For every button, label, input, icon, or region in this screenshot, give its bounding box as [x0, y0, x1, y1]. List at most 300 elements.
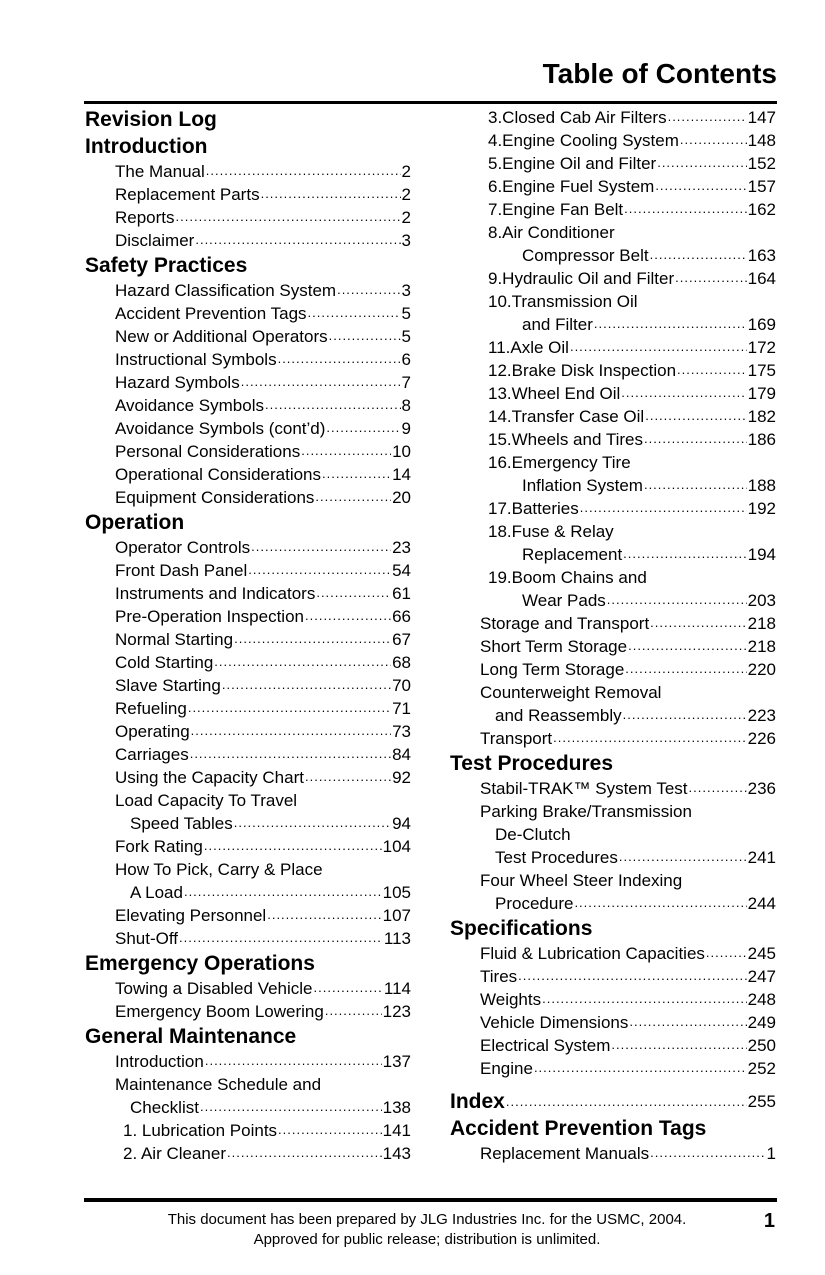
toc-entry-label: Shut-Off: [115, 929, 178, 948]
dot-leader: [625, 660, 746, 677]
toc-entry[interactable]: [85, 160, 411, 183]
dot-leader: [553, 729, 747, 746]
dot-leader: [645, 407, 746, 424]
toc-entry[interactable]: [85, 674, 411, 697]
dot-leader: [337, 281, 400, 298]
dot-leader: [655, 177, 746, 194]
toc-entry-index[interactable]: [450, 1088, 776, 1115]
dot-leader: [644, 476, 747, 493]
toc-entry[interactable]: [450, 267, 776, 290]
toc-entry-page: 162: [747, 200, 776, 219]
dot-leader: [179, 929, 383, 946]
toc-entry[interactable]: [450, 474, 776, 497]
toc-entry[interactable]: [85, 206, 411, 229]
toc-entry[interactable]: [85, 1000, 411, 1023]
toc-entry-label: 2. Air Cleaner: [123, 1144, 226, 1163]
dot-leader: [570, 338, 747, 355]
toc-entry-line: Parking Brake/Transmission: [480, 802, 692, 821]
toc-entry[interactable]: [85, 927, 411, 950]
header-rule: [84, 101, 777, 104]
toc-entry-page: 123: [382, 1002, 411, 1021]
toc-entry-page: 23: [392, 538, 411, 557]
toc-entry-page: 245: [747, 944, 776, 963]
toc-entry[interactable]: [85, 812, 411, 835]
toc-entry-label: Hazard Classification System: [115, 281, 337, 300]
toc-entry-page: 105: [382, 883, 411, 902]
toc-column-left: [85, 106, 411, 1165]
toc-entry-label: Replacement Parts: [115, 185, 260, 204]
dot-leader: [680, 131, 747, 148]
dot-leader: [265, 396, 401, 413]
toc-entry-label: Fork Rating: [115, 837, 203, 856]
toc-entry-page: 8: [401, 396, 411, 415]
toc-entry[interactable]: [450, 543, 776, 566]
toc-entry[interactable]: [450, 336, 776, 359]
toc-entry-page: 179: [747, 384, 776, 403]
toc-entry-page: 107: [382, 906, 411, 925]
toc-entry-page: 3: [401, 281, 411, 300]
toc-entry[interactable]: [85, 651, 411, 674]
toc-entry-page: 241: [747, 848, 776, 867]
toc-entry[interactable]: [85, 582, 411, 605]
toc-entry[interactable]: [85, 302, 411, 325]
toc-entry-label: Using the Capacity Chart: [115, 768, 304, 787]
page-number: 1: [763, 1210, 775, 1232]
toc-entry-page: 192: [747, 499, 776, 518]
toc-entry-page: 2: [401, 162, 411, 181]
dot-leader: [190, 745, 391, 762]
toc-entry-page: 169: [747, 315, 776, 334]
toc-entry-label: Long Term Storage: [480, 660, 625, 679]
dot-leader: [234, 814, 391, 831]
toc-entry[interactable]: [450, 1142, 776, 1165]
toc-entry[interactable]: [85, 417, 411, 440]
toc-entry-label: Procedure: [495, 894, 574, 913]
toc-entry[interactable]: [450, 965, 776, 988]
dot-leader: [623, 706, 747, 723]
toc-entry[interactable]: [450, 704, 776, 727]
toc-entry-line: Counterweight Removal: [480, 683, 662, 702]
toc-entry-page: 70: [392, 676, 411, 695]
toc-entry[interactable]: [85, 559, 411, 582]
toc-entry-page: 147: [747, 108, 776, 127]
toc-entry-page: 10: [392, 442, 411, 461]
toc-entry-label: Instruments and Indicators: [115, 584, 316, 603]
toc-entry-label: 12.Brake Disk Inspection: [488, 361, 677, 380]
toc-entry[interactable]: [450, 198, 776, 221]
dot-leader: [706, 944, 747, 961]
page-title: Table of Contents: [542, 58, 777, 89]
dot-leader: [267, 906, 381, 923]
toc-entry[interactable]: [450, 428, 776, 451]
toc-entry-label: 13.Wheel End Oil: [488, 384, 621, 403]
toc-entry-label: 5.Engine Oil and Filter: [488, 154, 657, 173]
toc-entry-page: 152: [747, 154, 776, 173]
footer-rule: [84, 1198, 777, 1202]
toc-column-right: [450, 106, 776, 1165]
toc-entry-label: Pre-Operation Inspection: [115, 607, 304, 626]
toc-entry[interactable]: [450, 106, 776, 129]
footer-line-2: Approved for public release; distribution is unlimited.: [253, 1231, 601, 1248]
dot-leader: [227, 1144, 382, 1161]
toc-entry[interactable]: [85, 279, 411, 302]
dot-leader: [322, 465, 391, 482]
toc-entry[interactable]: [450, 942, 776, 965]
toc-entry-label: Accident Prevention Tags: [115, 304, 307, 323]
toc-entry-page: 255: [747, 1092, 776, 1111]
dot-leader: [534, 1059, 747, 1076]
dot-leader: [611, 1036, 746, 1053]
toc-entry-line: Maintenance Schedule and: [115, 1075, 322, 1094]
section-heading: Test Procedures: [450, 752, 614, 775]
toc-entry-page: 182: [747, 407, 776, 426]
toc-entry[interactable]: [85, 229, 411, 252]
toc-entry-page: 223: [747, 706, 776, 725]
toc-entry-label: Avoidance Symbols: [115, 396, 264, 415]
toc-entry-page: 247: [747, 967, 776, 986]
toc-entry-page: 244: [747, 894, 776, 913]
toc-entry[interactable]: [450, 777, 776, 800]
toc-entry-label: Fluid & Lubrication Capacities: [480, 944, 705, 963]
dot-leader: [594, 315, 747, 332]
toc-entry-page: 6: [401, 350, 411, 369]
section-heading: General Maintenance: [85, 1025, 297, 1048]
dot-leader: [305, 768, 391, 785]
toc-entry-label: Short Term Storage: [480, 637, 628, 656]
toc-entry[interactable]: [85, 1142, 411, 1165]
toc-entry[interactable]: [85, 1119, 411, 1142]
toc-entry[interactable]: [85, 183, 411, 206]
dot-leader: [644, 430, 747, 447]
toc-entry[interactable]: [450, 152, 776, 175]
dot-leader: [650, 614, 746, 631]
toc-entry[interactable]: [450, 244, 776, 267]
toc-entry-label: Compressor Belt: [522, 246, 649, 265]
dot-leader: [574, 894, 746, 911]
toc-entry-label: Checklist: [130, 1098, 199, 1117]
toc-entry[interactable]: [450, 313, 776, 336]
toc-entry-page: 137: [382, 1052, 411, 1071]
dot-leader: [629, 1013, 746, 1030]
toc-entry-page: 218: [747, 637, 776, 656]
toc-entry-label: Towing a Disabled Vehicle: [115, 979, 313, 998]
toc-entry[interactable]: [85, 835, 411, 858]
toc-entry[interactable]: [85, 743, 411, 766]
dot-leader: [621, 384, 746, 401]
toc-entry-line: How To Pick, Carry & Place: [115, 860, 323, 879]
toc-entry-page: 114: [383, 979, 411, 998]
toc-entry[interactable]: [450, 727, 776, 750]
toc-entry-label: Instructional Symbols: [115, 350, 277, 369]
toc-entry-label: Operational Considerations: [115, 465, 322, 484]
toc-entry-label: Avoidance Symbols (cont’d): [115, 419, 326, 438]
dot-leader: [314, 979, 383, 996]
toc-entry-label: A Load: [130, 883, 183, 902]
toc-entry-label: 14.Transfer Case Oil: [488, 407, 645, 426]
dot-leader: [206, 162, 401, 179]
toc-entry-page: 175: [747, 361, 776, 380]
dot-leader: [305, 607, 391, 624]
toc-entry-page: 2: [401, 208, 411, 227]
toc-entry-label: Emergency Boom Lowering: [115, 1002, 324, 1021]
toc-entry-label: Operating: [115, 722, 190, 741]
toc-entry-label: Disclaimer: [115, 231, 195, 250]
toc-entry-page: 2: [401, 185, 411, 204]
toc-entry-page: 218: [747, 614, 776, 633]
toc-entry-label: Inflation System: [522, 476, 643, 495]
toc-entry[interactable]: [450, 497, 776, 520]
footer-line-1: This document has been prepared by JLG Industries Inc. for the USMC, 2004.: [167, 1211, 687, 1228]
toc-entry-label: Replacement: [522, 545, 623, 564]
toc-entry-label: The Manual: [115, 162, 205, 181]
toc-entry-page: 138: [382, 1098, 411, 1117]
toc-entry-label: Operator Controls: [115, 538, 251, 557]
toc-entry-page: 249: [747, 1013, 776, 1032]
dot-leader: [542, 990, 747, 1007]
dot-leader: [200, 1098, 382, 1115]
toc-entry-page: 61: [392, 584, 411, 603]
toc-entry-page: 104: [382, 837, 411, 856]
toc-entry-label: 6.Engine Fuel System: [488, 177, 655, 196]
dot-leader: [657, 154, 746, 171]
toc-entry[interactable]: [450, 846, 776, 869]
toc-entry[interactable]: [85, 605, 411, 628]
toc-entry-page: 141: [382, 1121, 411, 1140]
section-heading: Safety Practices: [85, 254, 248, 277]
dot-leader: [650, 1144, 765, 1161]
dot-leader: [278, 350, 401, 367]
toc-entry-label: 7.Engine Fan Belt: [488, 200, 624, 219]
toc-entry[interactable]: [450, 612, 776, 635]
toc-entry-page: 164: [747, 269, 776, 288]
toc-entry[interactable]: [450, 635, 776, 658]
toc-entry-label: and Reassembly: [495, 706, 622, 725]
toc-entry[interactable]: [450, 359, 776, 382]
toc-entry[interactable]: [85, 325, 411, 348]
dot-leader: [308, 304, 401, 321]
toc-entry-page: 148: [747, 131, 776, 150]
toc-entry[interactable]: [85, 881, 411, 904]
toc-entry-line: 10.Transmission Oil: [488, 292, 638, 311]
toc-entry[interactable]: [85, 1050, 411, 1073]
toc-entry[interactable]: [85, 720, 411, 743]
toc-entry-label: 15.Wheels and Tires: [488, 430, 643, 449]
dot-leader: [222, 676, 391, 693]
section-heading: Emergency Operations: [85, 952, 315, 975]
toc-entry-label: Transport: [480, 729, 553, 748]
dot-leader: [650, 246, 747, 263]
dot-leader: [628, 637, 747, 654]
dot-leader: [607, 591, 747, 608]
toc-entry[interactable]: [450, 658, 776, 681]
toc-entry-label: 3.Closed Cab Air Filters: [488, 108, 667, 127]
toc-entry-page: 226: [747, 729, 776, 748]
toc-entry-label: Carriages: [115, 745, 189, 764]
dot-leader: [315, 488, 391, 505]
toc-entry-label: Normal Starting: [115, 630, 234, 649]
dot-leader: [619, 848, 747, 865]
toc-entry-page: 66: [392, 607, 411, 626]
toc-entry-label: Test Procedures: [495, 848, 618, 867]
dot-leader: [624, 200, 746, 217]
toc-entry[interactable]: [450, 129, 776, 152]
dot-leader: [325, 1002, 382, 1019]
toc-entry-label: Index: [450, 1090, 505, 1113]
toc-entry-label: Slave Starting: [115, 676, 221, 695]
toc-entry-page: 54: [392, 561, 411, 580]
toc-entry-label: Stabil-TRAK™ System Test: [480, 779, 688, 798]
dot-leader: [195, 231, 400, 248]
dot-leader: [301, 442, 391, 459]
dot-leader: [176, 208, 401, 225]
toc-entry-page: 186: [747, 430, 776, 449]
toc-entry-page: 92: [392, 768, 411, 787]
dot-leader: [278, 1121, 382, 1138]
dot-leader: [214, 653, 391, 670]
toc-entry-page: 5: [401, 304, 411, 323]
dot-leader: [248, 561, 391, 578]
toc-entry[interactable]: [85, 766, 411, 789]
dot-leader: [316, 584, 391, 601]
dot-leader: [204, 837, 382, 854]
toc-entry[interactable]: [85, 371, 411, 394]
dot-leader: [261, 185, 401, 202]
toc-entry-page: 94: [392, 814, 411, 833]
toc-entry[interactable]: [450, 1057, 776, 1080]
toc-entry-line: 8.Air Conditioner: [488, 223, 615, 242]
toc-entry[interactable]: [450, 1034, 776, 1057]
toc-entry[interactable]: [85, 440, 411, 463]
toc-entry-line: De-Clutch: [495, 825, 571, 844]
toc-entry-page: 73: [392, 722, 411, 741]
toc-entry-page: 172: [747, 338, 776, 357]
toc-entry-label: Refueling: [115, 699, 187, 718]
toc-entry[interactable]: [450, 175, 776, 198]
toc-entry-page: 220: [747, 660, 776, 679]
toc-entry-page: 252: [747, 1059, 776, 1078]
dot-leader: [580, 499, 747, 516]
toc-entry[interactable]: [450, 382, 776, 405]
dot-leader: [668, 108, 747, 125]
toc-entry-label: Engine: [480, 1059, 533, 1078]
section-heading: Introduction: [85, 135, 208, 158]
toc-entry[interactable]: [85, 486, 411, 509]
toc-entry-line: 18.Fuse & Relay: [488, 522, 614, 541]
toc-entry-label: Reports: [115, 208, 175, 227]
toc-entry-label: Electrical System: [480, 1036, 611, 1055]
toc-entry-page: 71: [392, 699, 411, 718]
footer-notice: [84, 1210, 770, 1250]
spacer: [450, 1080, 776, 1088]
toc-entry-label: 1. Lubrication Points: [123, 1121, 278, 1140]
toc-entry-page: 113: [383, 929, 411, 948]
toc-entry-label: Personal Considerations: [115, 442, 301, 461]
dot-leader: [623, 545, 746, 562]
toc-entry-label: Front Dash Panel: [115, 561, 248, 580]
toc-entry[interactable]: [450, 892, 776, 915]
toc-entry[interactable]: [85, 628, 411, 651]
toc-entry-label: New or Additional Operators: [115, 327, 328, 346]
toc-entry[interactable]: [85, 904, 411, 927]
toc-entry-page: 67: [392, 630, 411, 649]
section-heading: Accident Prevention Tags: [450, 1117, 707, 1140]
dot-leader: [251, 538, 391, 555]
toc-entry-page: 248: [747, 990, 776, 1009]
toc-entry-label: Elevating Personnel: [115, 906, 267, 925]
toc-entry-label: Introduction: [115, 1052, 204, 1071]
toc-entry[interactable]: [85, 1096, 411, 1119]
toc-entry[interactable]: [85, 536, 411, 559]
toc-entry-page: 236: [747, 779, 776, 798]
toc-entry[interactable]: [450, 988, 776, 1011]
dot-leader: [518, 967, 746, 984]
section-heading: Specifications: [450, 917, 593, 940]
toc-entry-page: 5: [401, 327, 411, 346]
dot-leader: [234, 630, 391, 647]
toc-entry-label: Vehicle Dimensions: [480, 1013, 629, 1032]
toc-entry-label: 17.Batteries: [488, 499, 579, 518]
dot-leader: [326, 419, 400, 436]
toc-entry-page: 1: [766, 1144, 776, 1163]
toc-entry-page: 20: [392, 488, 411, 507]
dot-leader: [677, 361, 747, 378]
dot-leader: [184, 883, 382, 900]
toc-entry-page: 84: [392, 745, 411, 764]
dot-leader: [191, 722, 391, 739]
toc-entry-label: Cold Starting: [115, 653, 214, 672]
toc-entry-label: Weights: [480, 990, 542, 1009]
toc-entry[interactable]: [450, 405, 776, 428]
dot-leader: [689, 779, 747, 796]
toc-entry-label: 4.Engine Cooling System: [488, 131, 679, 150]
toc-entry-page: 143: [382, 1144, 411, 1163]
toc-entry[interactable]: [85, 394, 411, 417]
toc-entry-label: Equipment Considerations: [115, 488, 315, 507]
toc-entry-label: 11.Axle Oil: [488, 338, 569, 357]
toc-entry-label: 9.Hydraulic Oil and Filter: [488, 269, 675, 288]
toc-entry[interactable]: [85, 977, 411, 1000]
toc-entry-page: 3: [401, 231, 411, 250]
toc-entry-label: Storage and Transport: [480, 614, 650, 633]
toc-entry-line: Load Capacity To Travel: [115, 791, 298, 810]
toc-entry-page: 157: [747, 177, 776, 196]
toc-entry[interactable]: [450, 1011, 776, 1034]
toc-entry-line: Four Wheel Steer Indexing: [480, 871, 683, 890]
toc-entry-page: 68: [392, 653, 411, 672]
dot-leader: [329, 327, 401, 344]
dot-leader: [188, 699, 391, 716]
toc-entry-page: 188: [747, 476, 776, 495]
toc-entry[interactable]: [85, 463, 411, 486]
toc-entry-page: 194: [747, 545, 776, 564]
dot-leader: [675, 269, 747, 286]
toc-entry-line: 19.Boom Chains and: [488, 568, 647, 587]
toc-entry-page: 9: [401, 419, 411, 438]
toc-entry[interactable]: [85, 348, 411, 371]
toc-entry-page: 203: [747, 591, 776, 610]
dot-leader: [241, 373, 401, 390]
toc-entry-label: Tires: [480, 967, 518, 986]
dot-leader: [506, 1093, 747, 1110]
section-heading: Revision Log: [85, 108, 217, 131]
dot-leader: [205, 1052, 382, 1069]
toc-entry[interactable]: [450, 589, 776, 612]
toc-entry[interactable]: [85, 697, 411, 720]
toc-entry-line: 16.Emergency Tire: [488, 453, 631, 472]
toc-entry-label: and Filter: [522, 315, 593, 334]
toc-entry-label: Hazard Symbols: [115, 373, 240, 392]
toc-entry-label: Speed Tables: [130, 814, 233, 833]
